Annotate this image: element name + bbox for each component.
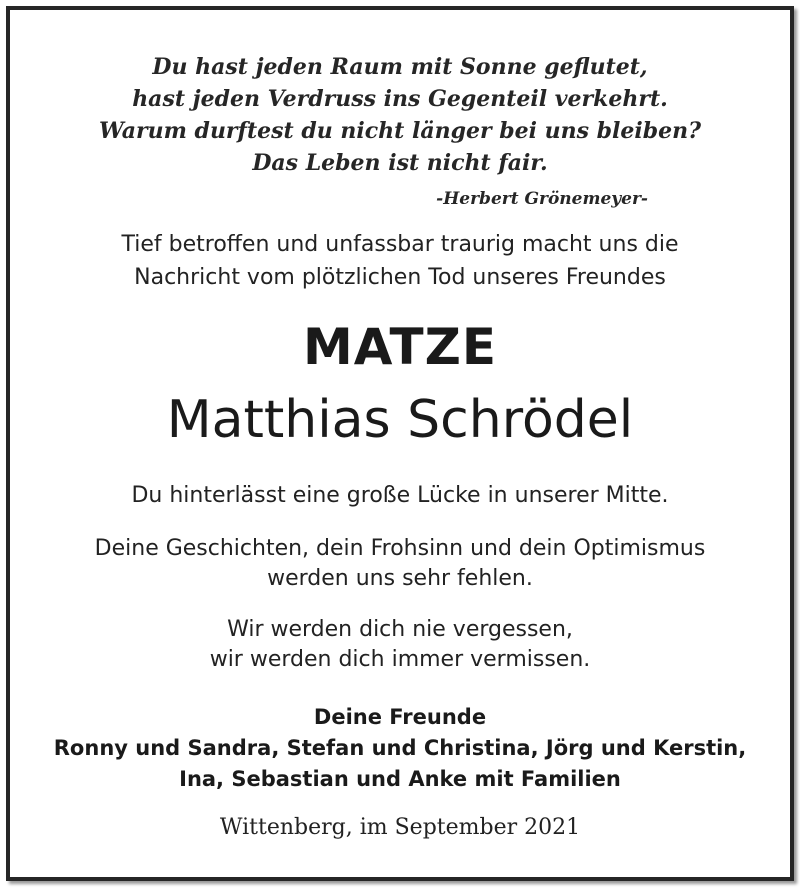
message-remember-line: wir werden dich immer vermissen.: [209, 647, 591, 672]
quote-line: Du hast jeden Raum mit Sonne geflutet,: [152, 54, 648, 80]
signature-names-line: Ronny und Sandra, Stefan und Christina, Jörg und Kerstin,: [53, 736, 747, 760]
intro-line: Tief betroffen und unfassbar traurig macht uns die: [121, 232, 679, 257]
place-date: Wittenberg, im September 2021: [219, 815, 581, 840]
message-stories-line: Deine Geschichten, dein Frohsinn und dein Optimismus: [94, 536, 706, 561]
deceased-full-name: Matthias Schrödel: [166, 390, 634, 450]
intro-line: Nachricht vom plötzlichen Tod unseres Freundes: [134, 265, 666, 290]
quote-author: -Herbert Grönemeyer-: [436, 189, 648, 209]
signature-heading: Deine Freunde: [313, 705, 487, 729]
message-gap: Du hinterlässt eine große Lücke in unserer Mitte.: [131, 483, 669, 508]
signature-names-line: Ina, Sebastian und Anke mit Familien: [179, 767, 621, 791]
quote-line: hast jeden Verdruss ins Gegenteil verkehrt.: [132, 86, 668, 112]
message-stories-line: werden uns sehr fehlen.: [267, 566, 533, 591]
quote-line: Warum durftest du nicht länger bei uns bleiben?: [98, 118, 701, 144]
deceased-nickname: MATZE: [302, 318, 498, 376]
message-remember-line: Wir werden dich nie vergessen,: [227, 617, 573, 642]
quote-line: Das Leben ist nicht fair.: [252, 150, 548, 176]
